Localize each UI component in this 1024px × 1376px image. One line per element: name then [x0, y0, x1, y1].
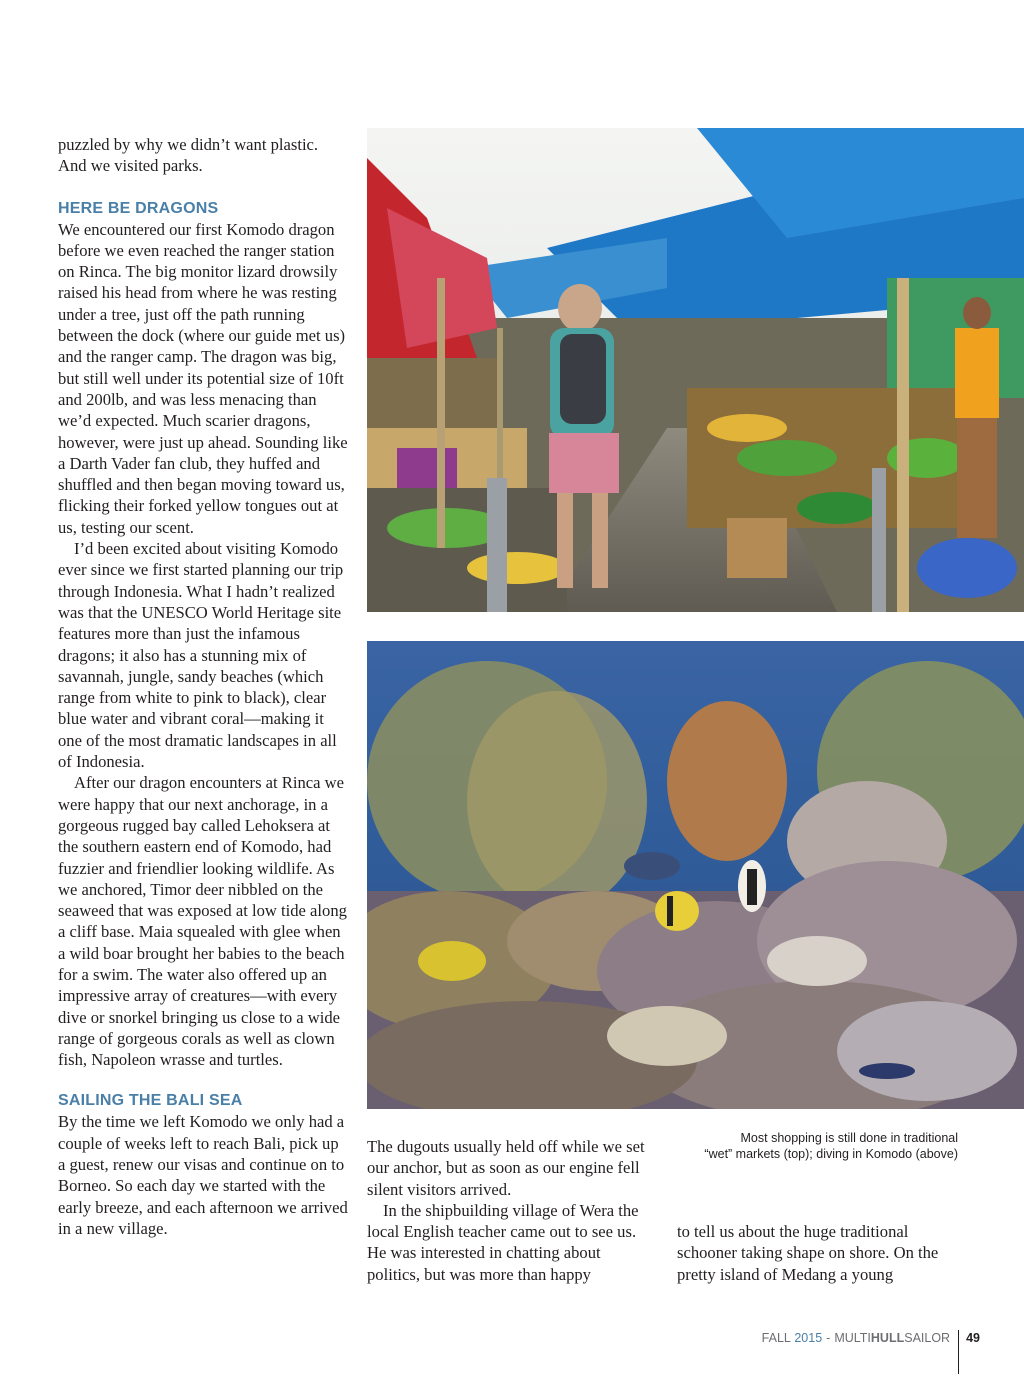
footer-magazine-part-1: MULTI	[834, 1331, 871, 1345]
page-footer	[762, 1331, 980, 1374]
dragons-paragraph-2: I’d been excited about visiting Komodo ever since we first started planning our trip through Indonesia. What I hadn’t realized was that the UNESCO World Heritage site features more than just the infamous dragons; it also has a stunning mix of savannah, jungle, sandy beaches (which range from white to pink to black), clear blue water and vibrant coral—making it one of the most dramatic landscapes in all of Indonesia.	[58, 539, 344, 772]
footer-season: FALL	[761, 1331, 791, 1345]
left-text-column	[58, 134, 348, 1239]
photo-caption	[660, 1130, 958, 1162]
footer-separator: -	[826, 1331, 831, 1345]
bali-paragraph-1: By the time we left Komodo we only had a couple of weeks left to reach Bali, pick up a guest, renew our visas and continue on to Borneo. So each day we started with the early breeze, and each afternoon we arrived in a new village.	[58, 1112, 348, 1238]
middle-paragraph-1: The dugouts usually held off while we set our anchor, but as soon as our engine fell silent visitors arrived.	[367, 1137, 645, 1199]
footer-magazine-part-2: HULL	[870, 1331, 905, 1345]
caption-line-1: Most shopping is still done in traditional	[740, 1131, 958, 1145]
market-photo-illustration	[367, 128, 1024, 612]
reef-photo	[367, 641, 1024, 1109]
dragons-paragraph-1: We encountered our first Komodo dragon before we even reached the ranger station on Rinca. The big monitor lizard drowsily raised his head from where he was resting under a tree, just off the path running between the dock (where our guide met us) and the ranger camp. The dragon was big, but still well under its potential size of 10ft and 200lb, and was less menacing than we’d expected. Much scarier dragons, however, were just up ahead. Sounding like a Darth Vader fan club, they huffed and shuffled and then began moving toward us, flicking their forked yellow tongues out at us, testing our scent.	[58, 219, 348, 537]
right-text-column	[677, 1221, 967, 1285]
dragons-paragraph-3: After our dragon encounters at Rinca we were happy that our next anchorage, in a gorgeous rugged bay called Lehoksera at the southern eastern end of Komodo, had fuzzier and friendlier looking wildlife. As we anchored, Timor deer nibbled on the seaweed that was exposed at low tide along a cliff base. Maia squealed with glee when a wild boar brought her babies to the beach for a swim. The water also offered up an impressive array of creatures—with every dive or snorkel bringing us close to a wide range of gorgeous corals as well as clown fish, Napoleon wrasse and turtles.	[58, 773, 347, 1070]
footer-divider	[958, 1330, 959, 1374]
market-photo	[367, 128, 1024, 612]
caption-line-2: “wet” markets (top); diving in Komodo (above)	[704, 1147, 958, 1161]
reef-photo-illustration	[367, 641, 1024, 1109]
section-heading-dragons: HERE BE DRAGONS	[58, 199, 219, 217]
page-number: 49	[966, 1331, 980, 1345]
right-paragraph-1: to tell us about the huge traditional schooner taking shape on shore. On the pretty island of Medang a young	[677, 1222, 939, 1284]
intro-paragraph: puzzled by why we didn’t want plastic. And we visited parks.	[58, 135, 319, 176]
section-heading-bali: SAILING THE BALI SEA	[58, 1092, 243, 1110]
footer-year: 2015	[794, 1331, 823, 1345]
middle-paragraph-2: In the shipbuilding village of Wera the local English teacher came out to see us. He was interested in chatting about politics, but was more than happy	[367, 1200, 639, 1284]
middle-text-column	[367, 1136, 657, 1285]
footer-magazine-part-3: SAILOR	[904, 1331, 951, 1345]
